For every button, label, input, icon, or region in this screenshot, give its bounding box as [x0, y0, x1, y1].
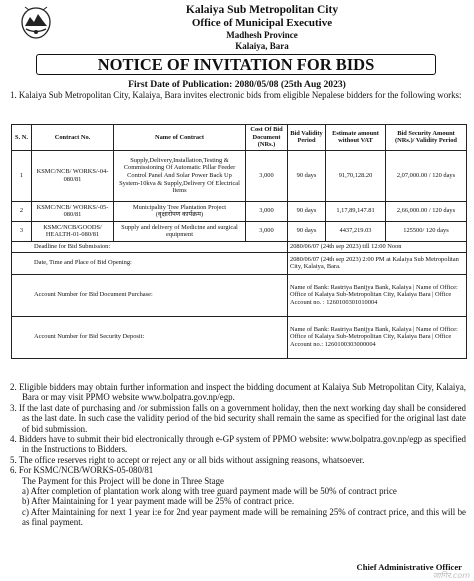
row-name: Supply,Delivery,Installation,Testing & Commissioning Of Automatic Pillar Feeder Control Panel And Solar Power Back Up System-10kva & Supply,Delivery Of Electrical Items — [114, 150, 246, 201]
row-validity: 90 days — [288, 201, 326, 221]
row-sn: 2 — [12, 201, 32, 221]
info-value: 2080/06/07 (24th sep 2023) till 12:00 Noon — [288, 241, 467, 252]
payment-item-c: c) After Maintaining for next 1 year i:e for 2nd year payment made will be remaining 25% of contract price, and this will be as final payment. — [22, 506, 466, 528]
row-security: 2,66,000.00 / 120 days — [386, 201, 467, 221]
info-label: Account Number for Bid Document Purchase: — [12, 274, 288, 316]
bid-table — [11, 124, 467, 359]
info-label: Account Number for Bid Security Deposit: — [12, 316, 288, 358]
paragraph-4: 4. Bidders have to submit their bid electronically through e-GP system of PPMO website: www.bolpatra.gov.np/egp as specified in the Instructions to Bidders. — [10, 434, 466, 455]
row-estimate: 4437,219.03 — [326, 221, 386, 241]
header-province: Madhesh Province — [226, 30, 298, 40]
row-contract-no: KSMC/NCB/ WORKS/-05-080/81 — [32, 201, 114, 221]
signature: Chief Administrative Officer — [356, 562, 462, 572]
row-name-nepali: (वृक्षारोपण कार्यक्रम) — [155, 211, 204, 219]
info-label: Date, Time and Place of Bid Opening: — [12, 252, 288, 274]
notice-title: NOTICE OF INVITATION FOR BIDS — [36, 54, 436, 75]
header-location: Kalaiya, Bara — [235, 41, 289, 51]
info-row-document-account — [12, 274, 467, 316]
watermark: जागिर.com — [432, 571, 470, 580]
paragraph-3: 3. If the last date of purchasing and /or submission falls on a government holiday, then the next working day shall be considered as the last date. In such case the validity period of the bid security shall remain the same as specified for the original last date of bid submission. — [10, 402, 466, 434]
notice-terms — [10, 382, 466, 528]
row-name: Supply and delivery of Medicine and surgical equipment — [114, 221, 246, 241]
paragraph-6: 6. For KSMC/NCB/WORKS-05-080/81 — [10, 465, 154, 476]
info-row-bid-opening — [12, 252, 467, 274]
header-office: Office of Municipal Executive — [191, 17, 333, 29]
row-contract-no: KSMC/NCB/ WORKS/-04-080/81 — [32, 150, 114, 201]
row-security: 2,07,000.00 / 120 days — [386, 150, 467, 201]
municipality-emblem-icon — [20, 6, 52, 40]
info-value: Name of Bank: Rastriya Banijya Bank, Kalaiya | Name of Office: Office of Kalaiya Sub-Metropolitan City, Kalaiya Bara | Office Account no.: 1260100303000004 — [288, 316, 467, 358]
col-header-estimate: Estimate amount without VAT — [326, 125, 386, 151]
col-header-validity: Bid Validity Period — [288, 125, 326, 151]
col-header-cost: Cost Of Bid Document (NRs.) — [246, 125, 288, 151]
intro-paragraph: 1. Kalaiya Sub Metropolitan City, Kalaiya, Bara invites electronic bids from eligible Nepalese bidders for the following works: — [10, 90, 462, 100]
row-sn: 3 — [12, 221, 32, 241]
info-value: 2080/06/07 (24th sep 2023) 2:00 PM at Kalaiya Sub Metropolitan City, Kalaiya, Bara. — [288, 252, 467, 274]
table-header-row — [12, 125, 467, 151]
table-row — [12, 221, 467, 241]
row-estimate: 91,70,128.20 — [326, 150, 386, 201]
info-label: Deadline for Bid Submission: — [12, 241, 288, 252]
row-name-main: Municipality Tree Plantation Project — [132, 203, 227, 211]
row-contract-no: KSMC/NCB/GOODS/ HEALTH-01-080/81 — [32, 221, 114, 241]
paragraph-2: 2. Eligible bidders may obtain further information and inspect the bidding document at Kalaiya Sub Metropolitan City, Kalaiya, Bara or may visit PPMO website www.bolpatra.gov.np/egp. — [10, 382, 466, 403]
publication-date: First Date of Publication: 2080/05/08 (25th Aug 2023) — [128, 79, 346, 90]
payment-intro: The Payment for this Project will be done in Three Stage — [22, 475, 224, 486]
row-validity: 90 days — [288, 221, 326, 241]
payment-item-a: a) After completion of plantation work along with tree guard payment made will be 50% of contract price — [22, 486, 397, 497]
table-row — [12, 150, 467, 201]
col-header-sn: S. N. — [12, 125, 32, 151]
row-estimate: 1,17,89,147.81 — [326, 201, 386, 221]
info-row-security-account — [12, 316, 467, 358]
row-validity: 90 days — [288, 150, 326, 201]
table-row — [12, 201, 467, 221]
col-header-contract-no: Contract No. — [32, 125, 114, 151]
row-cost: 3,000 — [246, 150, 288, 201]
payment-item-b: b) After Maintaining for 1 year payment made will be 25% of contract price. — [22, 496, 295, 507]
info-value: Name of Bank: Rastriya Banijya Bank, Kalaiya | Name of Office: Office of Kalaiya Sub-Metropolitan City, Kalaiya Bara | Office Account no. : 1260100301010004 — [288, 274, 467, 316]
row-name — [114, 201, 246, 221]
col-header-security: Bid Security Amount (NRs.)/ Validity Period — [386, 125, 467, 151]
row-cost: 3,000 — [246, 221, 288, 241]
row-sn: 1 — [12, 150, 32, 201]
row-security: 125500/ 120 days — [386, 221, 467, 241]
row-cost: 3,000 — [246, 201, 288, 221]
col-header-name: Name of Contract — [114, 125, 246, 151]
info-row-deadline — [12, 241, 467, 252]
paragraph-5: 5. The office reserves right to accept or reject any or all bids without assigning reasons, whatsoever. — [10, 454, 365, 465]
header-municipality: Kalaiya Sub Metropolitan City — [185, 4, 339, 16]
